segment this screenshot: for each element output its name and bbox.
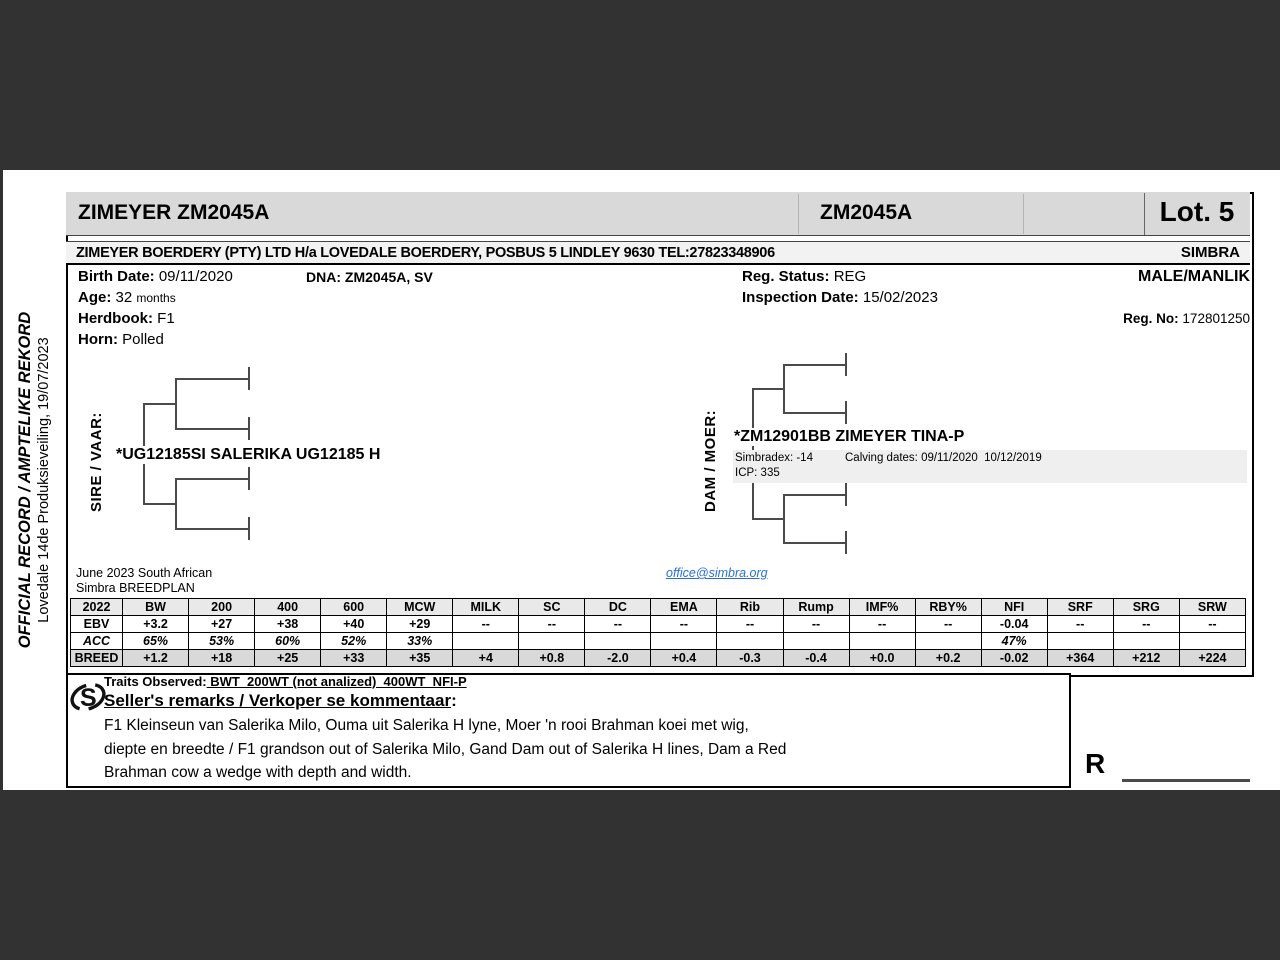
ebv-value-cell: +29 (387, 616, 453, 633)
pedigree-line (175, 478, 249, 480)
dam-label: DAM / MOER: (702, 409, 719, 512)
dam-icp: ICP: 335 (735, 467, 780, 479)
pedigree-ancestor-tick (248, 467, 250, 490)
dam-simbradex: Simbradex: -14 (735, 452, 813, 464)
pedigree-line (175, 428, 249, 430)
pedigree-line (175, 478, 177, 529)
ebv-value-cell (717, 633, 783, 650)
pedigree-line (143, 503, 176, 505)
ebv-value-cell: -- (453, 616, 519, 633)
inspection-date-value: 15/02/2023 (862, 289, 938, 306)
ebv-row-label: BREED (71, 650, 123, 667)
ebv-table-header-cell: 200 (189, 599, 255, 616)
sellers-remarks-text (104, 714, 1049, 785)
ebv-value-cell: +25 (255, 650, 321, 667)
pedigree-line (783, 364, 785, 413)
animal-id-title: ZM2045A (820, 201, 913, 224)
ebv-table-header-cell: MCW (387, 599, 453, 616)
ebv-value-cell: 52% (321, 633, 387, 650)
pedigree-line (783, 494, 846, 496)
reg-status-value: REG (833, 268, 867, 285)
breedplan-caption-line1: June 2023 South African (76, 566, 213, 580)
ebv-row-label: ACC (71, 633, 123, 650)
ebv-table-row-ebv (71, 616, 1246, 633)
dam-stats-strip (733, 450, 1247, 483)
ebv-value-cell: +18 (189, 650, 255, 667)
ebv-table-header-cell: RBY% (915, 599, 981, 616)
ebv-value-cell: -- (717, 616, 783, 633)
ebv-value-cell: +0.0 (849, 650, 915, 667)
ebv-value-cell (1047, 633, 1113, 650)
ebv-value-cell: -- (651, 616, 717, 633)
traits-observed-label: Traits Observed: (104, 674, 207, 689)
ebv-value-cell (651, 633, 717, 650)
birth-date-label: Birth Date: (78, 268, 155, 285)
ebv-value-cell: 53% (189, 633, 255, 650)
official-record-sidebar (15, 312, 53, 648)
age-label: Age: (78, 289, 112, 306)
ebv-value-cell (915, 633, 981, 650)
herdbook-value: F1 (157, 310, 175, 327)
ebv-value-cell: +0.8 (519, 650, 585, 667)
lot-cell-divider (1144, 193, 1145, 235)
ebv-table-header-cell: DC (585, 599, 651, 616)
simbra-email-link[interactable]: office@simbra.org (666, 566, 768, 580)
ebv-value-cell: +33 (321, 650, 387, 667)
ebv-table-header-cell: SRW (1179, 599, 1245, 616)
simbra-s-logo-icon (68, 676, 108, 723)
lot-number: Lot. 5 (1159, 196, 1235, 227)
ebv-value-cell: -0.02 (981, 650, 1047, 667)
pedigree-ancestor-tick (845, 483, 847, 506)
pedigree-line (783, 412, 846, 414)
ebv-table-header-cell: Rib (717, 599, 783, 616)
breedplan-ebv-table (70, 598, 1246, 667)
horn-label: Horn: (78, 331, 118, 348)
sellers-remarks-line: F1 Kleinseun van Salerika Milo, Ouma uit Salerika H lyne, Moer 'n rooi Brahman koei met wig, (104, 717, 749, 734)
ebv-value-cell: +0.2 (915, 650, 981, 667)
ebv-value-cell: -- (585, 616, 651, 633)
ebv-value-cell: -- (849, 616, 915, 633)
reg-no-label: Reg. No: (1123, 311, 1179, 326)
herdbook-label: Herdbook: (78, 310, 153, 327)
ebv-value-cell: -2.0 (585, 650, 651, 667)
pedigree-line (143, 403, 176, 405)
pedigree-line (783, 364, 846, 366)
ebv-table-header-row (71, 599, 1246, 616)
pedigree-ancestor-tick (248, 517, 250, 540)
ebv-value-cell: +3.2 (123, 616, 189, 633)
reg-status-row (742, 268, 866, 285)
inspection-date-label: Inspection Date: (742, 289, 859, 306)
ebv-value-cell: -- (783, 616, 849, 633)
breedplan-caption (76, 566, 212, 596)
traits-observed-row (104, 674, 467, 689)
sex-label: MALE/MANLIK (1138, 268, 1250, 285)
pedigree-ancestor-tick (845, 401, 847, 424)
ebv-value-cell: +0.4 (651, 650, 717, 667)
animal-name-title: ZIMEYER ZM2045A (78, 201, 270, 224)
pedigree-ancestor-tick (248, 417, 250, 440)
herdbook-row (78, 310, 175, 327)
price-blank-line (1122, 779, 1250, 782)
traits-observed-value: BWT 200WT (not analized) 400WT NFI-P (206, 674, 467, 689)
official-record-text: OFFICIAL RECORD / AMPTELIKE REKORD (16, 311, 34, 649)
ebv-table-row-breed (71, 650, 1246, 667)
ebv-table-header-cell: SC (519, 599, 585, 616)
pedigree-line (175, 528, 249, 530)
dna-row (306, 269, 433, 285)
ebv-row-label: EBV (71, 616, 123, 633)
pedigree-ancestor-tick (248, 367, 250, 390)
age-row (78, 289, 176, 306)
title-cell-divider (1023, 194, 1024, 234)
horn-row (78, 331, 164, 348)
ebv-table-header-cell: SRG (1113, 599, 1179, 616)
ebv-value-cell: +38 (255, 616, 321, 633)
ebv-value-cell (1179, 633, 1245, 650)
pedigree-line (783, 494, 785, 543)
ebv-value-cell: -- (1113, 616, 1179, 633)
ebv-value-cell: +364 (1047, 650, 1113, 667)
ebv-value-cell: +27 (189, 616, 255, 633)
pedigree-ancestor-tick (845, 531, 847, 554)
ebv-value-cell (783, 633, 849, 650)
ebv-value-cell: -- (1047, 616, 1113, 633)
sellers-remarks-heading (104, 691, 457, 711)
ebv-table-header-cell: SRF (1047, 599, 1113, 616)
age-unit: months (136, 291, 176, 305)
ebv-table-header-cell: IMF% (849, 599, 915, 616)
sellers-remarks-line: diepte en breedte / F1 grandson out of Salerika Milo, Gand Dam out of Salerika H lines, Dam a Red (104, 740, 787, 758)
ebv-value-cell: 33% (387, 633, 453, 650)
sire-label: SIRE / VAAR: (88, 412, 105, 512)
ebv-table-row-acc (71, 633, 1246, 650)
ebv-table-header-cell: MILK (453, 599, 519, 616)
ebv-value-cell: 65% (123, 633, 189, 650)
sellers-remarks-line: Brahman cow a wedge with depth and width. (104, 764, 412, 781)
reg-no-row (1123, 311, 1250, 326)
ebv-value-cell: +224 (1179, 650, 1245, 667)
pedigree-line (783, 542, 846, 544)
ebv-value-cell: -0.4 (783, 650, 849, 667)
birth-date-value: 09/11/2020 (158, 268, 233, 285)
ebv-table-header-cell: BW (123, 599, 189, 616)
dna-value: ZM2045A, SV (344, 269, 433, 285)
ebv-value-cell: +1.2 (123, 650, 189, 667)
ebv-value-cell: +212 (1113, 650, 1179, 667)
breeder-band (66, 241, 1250, 265)
breedplan-caption-line2: Simbra BREEDPLAN (76, 581, 195, 595)
horn-value: Polled (122, 331, 164, 348)
ebv-table-header-cell: NFI (981, 599, 1047, 616)
ebv-value-cell: 47% (981, 633, 1047, 650)
ebv-table-header-cell: 2022 (71, 599, 123, 616)
title-cell-divider (798, 194, 799, 234)
pedigree-line (752, 388, 784, 390)
ebv-value-cell: -- (519, 616, 585, 633)
reg-status-label: Reg. Status: (742, 268, 830, 285)
ebv-value-cell: +4 (453, 650, 519, 667)
inspection-date-row (742, 289, 938, 306)
ebv-value-cell (585, 633, 651, 650)
breed-name: SIMBRA (1180, 244, 1240, 261)
reg-no-value: 172801250 (1182, 311, 1250, 326)
pedigree-line (175, 378, 177, 429)
ebv-value-cell: -- (1179, 616, 1245, 633)
ebv-value-cell: +35 (387, 650, 453, 667)
svg-text:S: S (80, 684, 97, 712)
ebv-value-cell: -0.3 (717, 650, 783, 667)
sale-event-text: Lovedale 14de Produksieveiling, 19/07/2023 (36, 337, 52, 623)
sellers-remarks-heading-text: Seller's remarks / Verkoper se kommentaar (104, 691, 452, 710)
ebv-value-cell: -0.04 (981, 616, 1047, 633)
pedigree-ancestor-tick (845, 353, 847, 376)
ebv-value-cell (519, 633, 585, 650)
ebv-value-cell (849, 633, 915, 650)
ebv-table-header-cell: 400 (255, 599, 321, 616)
ebv-table-header-cell: EMA (651, 599, 717, 616)
pedigree-line (752, 518, 784, 520)
dna-label: DNA: (306, 269, 341, 285)
dam-name: *ZM12901BB ZIMEYER TINA-P (734, 428, 965, 445)
sire-name: *UG12185SI SALERIKA UG12185 H (116, 446, 381, 463)
ebv-value-cell (453, 633, 519, 650)
ebv-table-header-cell: 600 (321, 599, 387, 616)
pedigree-line (175, 378, 249, 380)
dam-calving-dates: Calving dates: 09/11/2020 10/12/2019 (845, 452, 1042, 464)
ebv-value-cell: +40 (321, 616, 387, 633)
price-currency-symbol: R (1085, 748, 1106, 779)
ebv-value-cell (1113, 633, 1179, 650)
age-value: 32 (115, 289, 133, 306)
ebv-value-cell: 60% (255, 633, 321, 650)
ebv-table-header-cell: Rump (783, 599, 849, 616)
breeder-address: ZIMEYER BOERDERY (PTY) LTD H/a LOVEDALE BOERDERY, POSBUS 5 LINDLEY 9630 TEL:27823348906 (76, 244, 775, 261)
sellers-remarks-heading-colon: : (451, 691, 457, 710)
birth-date-row (78, 268, 233, 285)
ebv-value-cell: -- (915, 616, 981, 633)
